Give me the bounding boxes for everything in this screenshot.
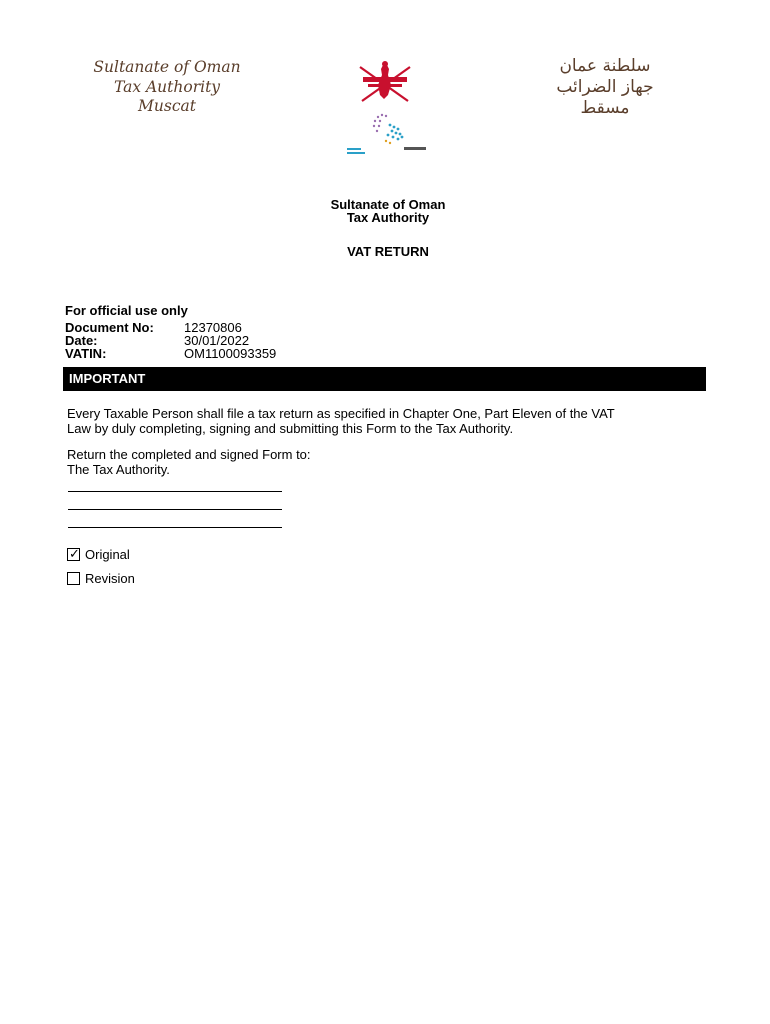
header-arabic-line-2: جهاز الضرائب [556, 77, 654, 97]
revision-checkbox[interactable] [67, 572, 80, 585]
header-english-line-2: Tax Authority [113, 77, 221, 96]
form-title: VAT RETURN [347, 244, 429, 259]
address-line-2[interactable] [68, 509, 282, 510]
checkmark-icon: ✓ [69, 546, 80, 561]
original-option[interactable] [67, 547, 130, 562]
vatin-value: OM1100093359 [184, 346, 277, 361]
document-no-value: 12370806 [184, 320, 242, 335]
official-use-heading: For official use only [65, 303, 188, 318]
address-line-1[interactable] [68, 491, 282, 492]
header-arabic-line-1: سلطنة عمان [559, 56, 651, 76]
original-checkbox[interactable] [67, 548, 80, 561]
title-line-2: Tax Authority [346, 210, 430, 225]
date-label: Date: [65, 333, 98, 348]
header-arabic-text [540, 56, 670, 119]
header-english-line-1: Sultanate of Oman [93, 58, 241, 76]
instruction-paragraph [67, 407, 707, 436]
return-line-1: Return the completed and signed Form to: [67, 447, 311, 462]
document-no-label: Document No: [65, 320, 154, 335]
important-heading-bar: IMPORTANT [63, 367, 706, 391]
instruction-line-2: Law by duly completing, signing and submitting this Form to the Tax Authority. [67, 420, 514, 436]
revision-label: Revision [85, 571, 135, 586]
return-line-2: The Tax Authority. [67, 461, 170, 477]
vatin-label: VATIN: [65, 346, 107, 361]
return-to-block [67, 448, 707, 477]
header-english-text [92, 58, 242, 117]
header-arabic-line-3: مسقط [580, 98, 630, 118]
original-label: Original [85, 547, 130, 562]
instruction-line-1: Every Taxable Person shall file a tax return as specified in Chapter One, Part Eleven of the VAT [67, 406, 615, 421]
revision-option[interactable] [67, 571, 135, 586]
header-english-line-3: Muscat [138, 97, 196, 115]
title-line-1: Sultanate of Oman [330, 197, 446, 212]
oman-emblem-icon [330, 55, 440, 160]
address-line-3[interactable] [68, 527, 282, 528]
date-value: 30/01/2022 [184, 333, 250, 348]
